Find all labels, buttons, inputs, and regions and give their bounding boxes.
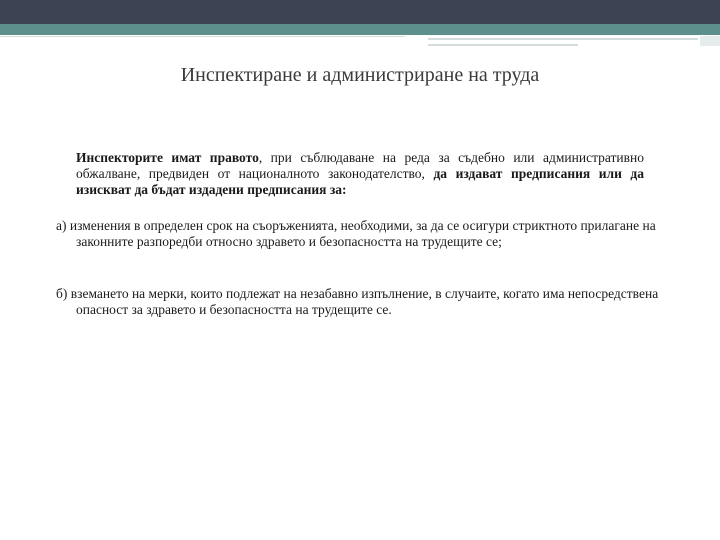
intro-bold-lead: Инспекторите имат правото	[76, 150, 259, 165]
decorative-line	[0, 36, 405, 37]
decorative-block	[700, 36, 720, 46]
intro-middle: , при съблюдаване на реда за съдебно или административно обжалване, предвиден от националното законодателство,	[76, 150, 644, 181]
slide-title: Инспектиране и администриране на труда	[180, 64, 540, 86]
header-dark-band	[0, 0, 720, 24]
list-item-b: б) вземането на мерки, които подлежат на незабавно изпълнение, в случаите, когато има непосредствена опасност за здравето и безопасността на трудещите се.	[56, 286, 659, 317]
header-teal-band	[0, 24, 720, 35]
decorative-line	[428, 44, 578, 46]
list-item-a: а) изменения в определен срок на съоръженията, необходими, за да се осигури стриктното прилагане на законните разпоредби относно здравето и безопасността на трудещите се;	[56, 218, 656, 249]
intro-bold-tail: да издават предписания или да изискват да бъдат издадени предписания за:	[76, 166, 644, 197]
intro-paragraph	[76, 150, 644, 198]
decorative-line	[428, 38, 698, 40]
